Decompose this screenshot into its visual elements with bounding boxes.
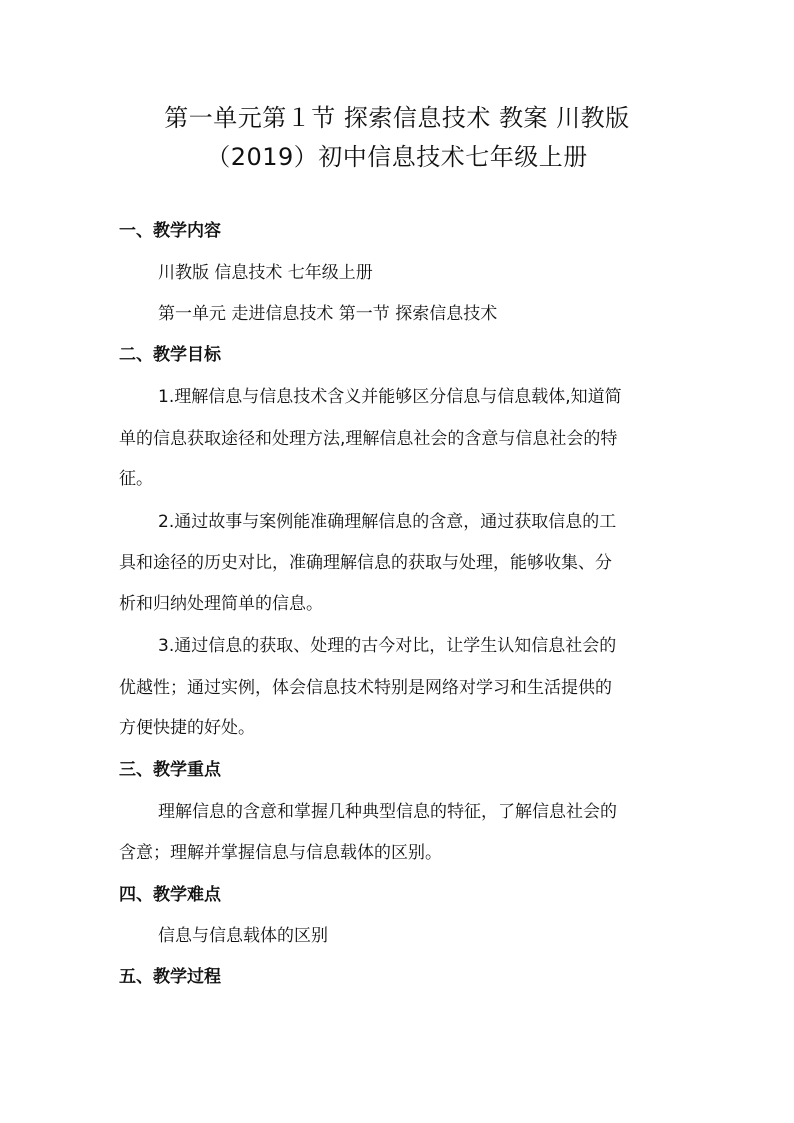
- section-heading-difficulties: 四、教学难点: [119, 885, 221, 905]
- goal-3-line: 方便快捷的好处。: [119, 718, 255, 738]
- difficulty-line: 信息与信息载体的区别: [158, 926, 328, 946]
- goal-1-line: 1.理解信息与信息技术含义并能够区分信息与信息载体,知道简: [158, 387, 622, 407]
- goal-2-line: 具和途径的历史对比，准确理解信息的获取与处理，能够收集、分: [119, 553, 612, 573]
- goal-3-line: 3.通过信息的获取、处理的古今对比，让学生认知信息社会的: [158, 636, 617, 656]
- section-heading-process: 五、教学过程: [119, 967, 221, 987]
- goal-2-line: 2.通过故事与案例能准确理解信息的含意，通过获取信息的工: [158, 512, 617, 532]
- content-line: 川教版 信息技术 七年级上册: [158, 263, 373, 283]
- key-point-line: 理解信息的含意和掌握几种典型信息的特征，了解信息社会的: [158, 802, 617, 822]
- section-heading-goals: 二、教学目标: [119, 345, 221, 365]
- content-line: 第一单元 走进信息技术 第一节 探索信息技术: [158, 304, 498, 324]
- goal-1-line: 单的信息获取途径和处理方法,理解信息社会的含意与信息社会的特: [119, 429, 618, 449]
- goal-2-line: 析和归纳处理简单的信息。: [119, 594, 323, 614]
- key-point-line: 含意；理解并掌握信息与信息载体的区别。: [119, 843, 442, 863]
- goal-3-line: 优越性；通过实例，体会信息技术特别是网络对学习和生活提供的: [119, 678, 612, 698]
- document-title-line-2: （2019）初中信息技术七年级上册: [206, 143, 588, 171]
- section-heading-key-points: 三、教学重点: [119, 760, 221, 780]
- goal-1-line: 征。: [119, 469, 153, 489]
- document-title-line-1: 第一单元第１节 探索信息技术 教案 川教版: [164, 104, 630, 132]
- section-heading-content: 一、教学内容: [119, 221, 221, 241]
